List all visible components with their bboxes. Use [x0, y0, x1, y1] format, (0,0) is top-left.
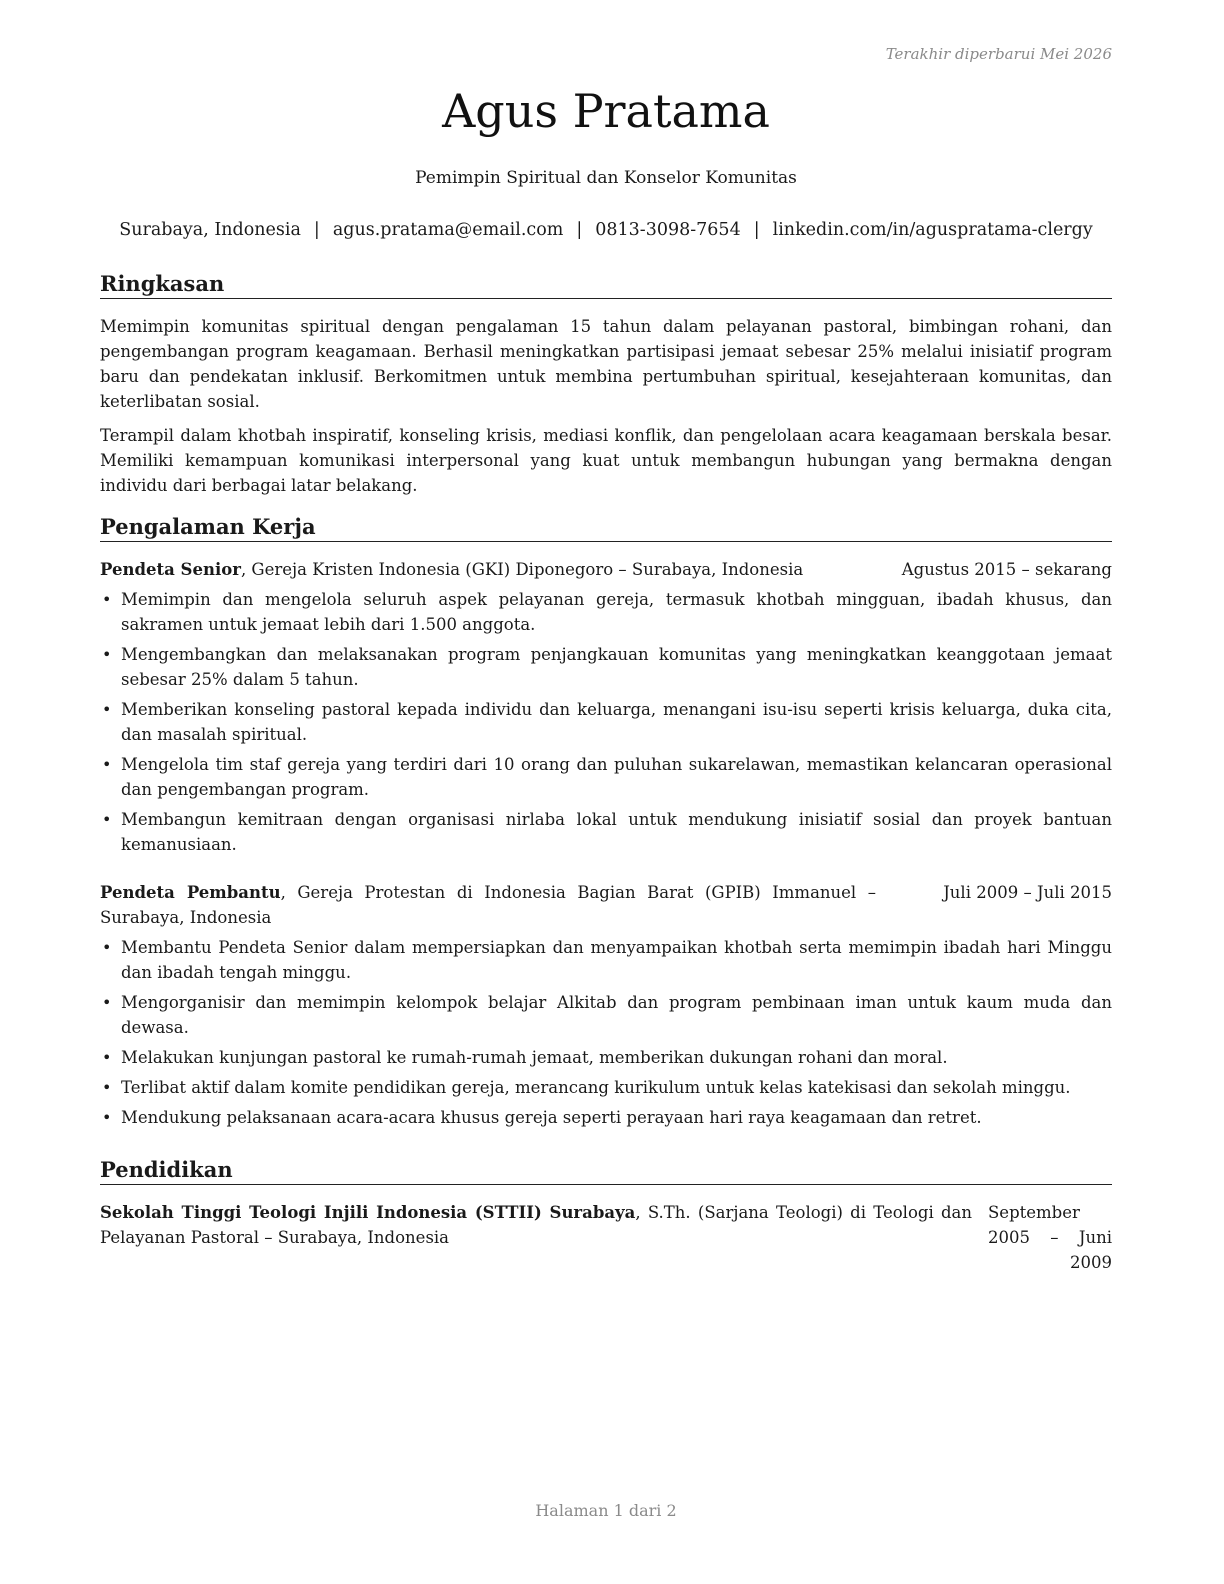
list-item: • Mengembangkan dan melaksanakan program penjangkauan komunitas yang meningkatkan keanggotaan jemaat sebesar 25% dalam 5 tahun. [100, 642, 1112, 692]
job-dates: Juli 2009 – Juli 2015 [943, 883, 1112, 902]
resume-page [100, 0, 1112, 1584]
last-updated: Terakhir diperbarui Mei 2026 [885, 45, 1112, 63]
job-bullet-list [100, 587, 1112, 862]
job-organization: , Gereja Kristen Indonesia (GKI) Diponegoro – Surabaya, Indonesia [240, 560, 804, 579]
candidate-tagline: Pemimpin Spiritual dan Konselor Komunitas [415, 168, 797, 188]
education-school: Sekolah Tinggi Teologi Injili Indonesia (STTII) Surabaya [100, 1203, 636, 1222]
job-header [100, 880, 1112, 930]
job-title-line [100, 557, 860, 582]
list-item: • Memberikan konseling pastoral kepada individu dan keluarga, menangani isu-isu seperti krisis keluarga, duka cita, dan masalah spiritual. [100, 697, 1112, 747]
summary-paragraph: Terampil dalam khotbah inspiratif, konseling krisis, mediasi konflik, dan pengelolaan acara keagamaan berskala besar. Memiliki kemampuan komunikasi interpersonal yang kuat untuk membangun hubungan yang bermakna dengan individu dari berbagai latar belakang. [100, 426, 1112, 495]
job-header [100, 557, 1112, 582]
list-item: • Terlibat aktif dalam komite pendidikan gereja, merancang kurikulum untuk kelas katekisasi dan sekolah minggu. [100, 1075, 1112, 1100]
list-item: • Mendukung pelaksanaan acara-acara khusus gereja seperti perayaan hari raya keagamaan dan retret. [100, 1105, 1112, 1130]
job-organization: , Gereja Protestan di Indonesia Bagian Barat (GPIB) Immanuel – Surabaya, Indonesia [100, 883, 876, 927]
job-bullet-list [100, 935, 1112, 1135]
contact-separator: | [576, 220, 583, 240]
job-dates: Agustus 2015 – sekarang [901, 560, 1112, 579]
list-item: • Mengelola tim staf gereja yang terdiri dari 10 orang dan puluhan sukarelawan, memastikan kelancaran operasional dan pengembangan program. [100, 752, 1112, 802]
education-entry [100, 1200, 1112, 1275]
list-item: • Membantu Pendeta Senior dalam mempersiapkan dan menyampaikan khotbah serta memimpin ibadah hari Minggu dan ibadah tengah minggu. [100, 935, 1112, 985]
page-number: Halaman 1 dari 2 [535, 1501, 677, 1520]
contact-separator: | [753, 220, 760, 240]
contact-separator: | [313, 220, 320, 240]
job-title-line [100, 880, 876, 930]
job-role: Pendeta Pembantu [100, 883, 281, 902]
summary-paragraph: Memimpin komunitas spiritual dengan pengalaman 15 tahun dalam pelayanan pastoral, bimbingan rohani, dan pengembangan program keagamaan. Berhasil meningkatkan partisipasi jemaat sebesar 25% melalui inisiatif program baru dan pendekatan inklusif. Berkomitmen untuk membina pertumbuhan spiritual, kesejahteraan komunitas, dan keterlibatan sosial. [100, 317, 1112, 411]
contact-location: Surabaya, Indonesia [119, 220, 301, 240]
list-item: • Memimpin dan mengelola seluruh aspek pelayanan gereja, termasuk khotbah mingguan, ibadah khusus, dan sakramen untuk jemaat lebih dari 1.500 anggota. [100, 587, 1112, 637]
candidate-name: Agus Pratama [442, 84, 770, 138]
list-item: • Mengorganisir dan memimpin kelompok belajar Alkitab dan program pembinaan iman untuk kaum muda dan dewasa. [100, 990, 1112, 1040]
job-role: Pendeta Senior [100, 560, 241, 579]
list-item: • Membangun kemitraan dengan organisasi nirlaba lokal untuk mendukung inisiatif sosial dan proyek bantuan kemanusiaan. [100, 807, 1112, 857]
list-item: • Melakukan kunjungan pastoral ke rumah-rumah jemaat, memberikan dukungan rohani dan moral. [100, 1045, 1112, 1070]
section-title-experience: Pengalaman Kerja [100, 514, 1112, 542]
contact-linkedin[interactable]: linkedin.com/in/aguspratama-clergy [772, 220, 1093, 240]
contact-line [100, 220, 1112, 240]
contact-phone: 0813-3098-7654 [595, 220, 741, 240]
education-dates: September 2005 – Juni 2009 [988, 1203, 1112, 1272]
contact-email[interactable]: agus.pratama@email.com [332, 220, 564, 240]
education-degree: , S.Th. (Sarjana Teologi) di Teologi dan Pelayanan Pastoral – Surabaya, Indonesia [100, 1203, 972, 1247]
education-line [100, 1200, 972, 1250]
section-title-education: Pendidikan [100, 1157, 1112, 1185]
section-title-summary: Ringkasan [100, 271, 1112, 299]
